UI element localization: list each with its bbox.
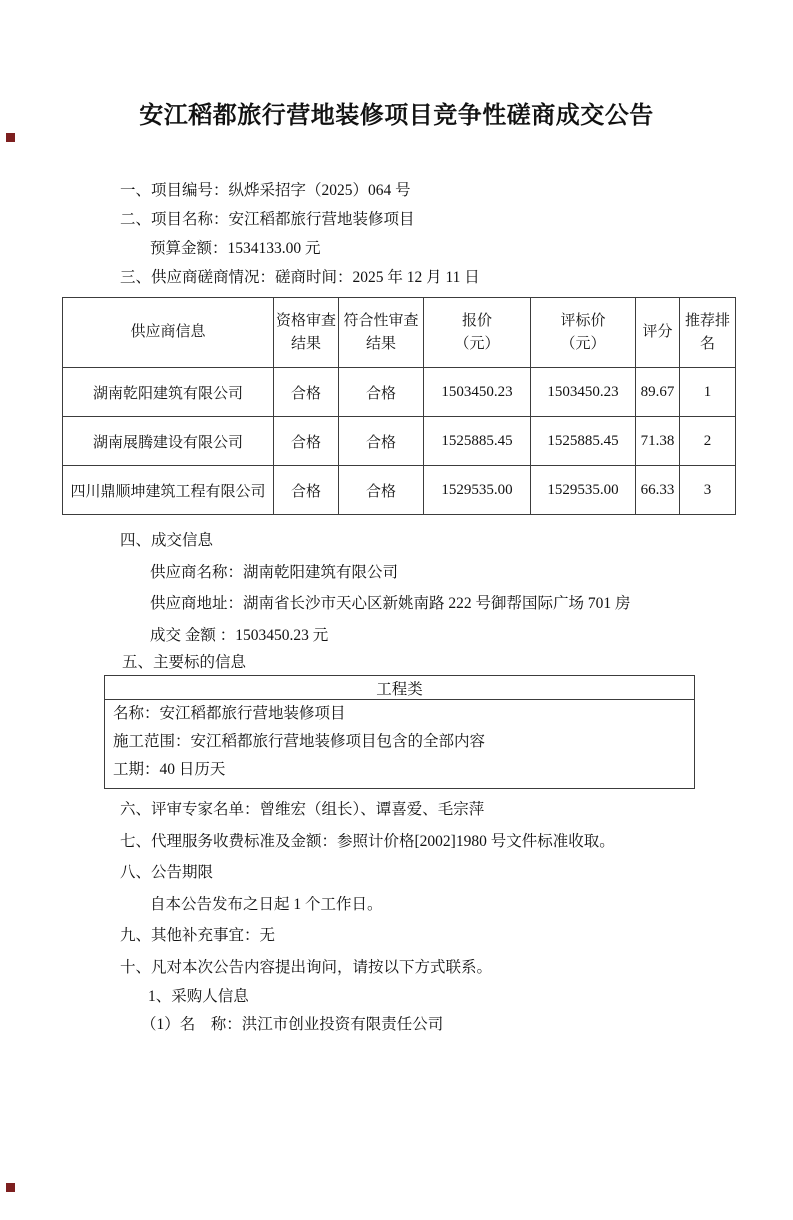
purchaser-info-heading: 1、采购人信息 [148, 988, 249, 1005]
award-supplier-name: 供应商名称：湖南乾阳建筑有限公司 [150, 563, 399, 581]
cell-qualification: 合格 [274, 417, 339, 466]
cell-qualification: 合格 [274, 368, 339, 417]
cell-supplier-name: 四川鼎顺坤建筑工程有限公司 [63, 466, 274, 515]
item-other-matters: 九、其他补充事宜：无 [120, 927, 276, 944]
item-contact-intro: 十、凡对本次公告内容提出询问，请按以下方式联系。 [120, 958, 493, 976]
cell-score: 71.38 [636, 417, 680, 466]
cell-rank: 1 [680, 368, 736, 417]
subject-table [104, 675, 695, 789]
col-header-qualification-review: 资格审查 结果 [274, 298, 339, 368]
cell-evaluated-price: 1503450.23 [531, 368, 636, 417]
cell-evaluated-price: 1529535.00 [531, 466, 636, 515]
award-supplier-address: 供应商地址：湖南省长沙市天心区新姚南路 222 号御帮国际广场 701 房 [150, 595, 631, 612]
subject-name: 名称：安江稻都旅行营地装修项目 [113, 705, 346, 722]
cell-quote: 1529535.00 [424, 466, 531, 515]
purchaser-name: （1）名 称：洪江市创业投资有限责任公司 [141, 1016, 444, 1033]
table-row [63, 466, 736, 515]
cell-quote: 1503450.23 [424, 368, 531, 417]
subject-category-header: 工程类 [105, 676, 695, 700]
col-header-conformity-review: 符合性审查 结果 [339, 298, 424, 368]
cell-evaluated-price: 1525885.45 [531, 417, 636, 466]
cell-conformity: 合格 [339, 417, 424, 466]
cell-qualification: 合格 [274, 466, 339, 515]
col-header-rank: 推荐排 名 [680, 298, 736, 368]
cell-rank: 2 [680, 417, 736, 466]
table-row [63, 368, 736, 417]
cell-quote: 1525885.45 [424, 417, 531, 466]
col-header-supplier-info: 供应商信息 [63, 298, 274, 368]
col-header-evaluated-price: 评标价 （元） [531, 298, 636, 368]
item-announcement-period: 八、公告期限 [120, 864, 214, 881]
cell-score: 66.33 [636, 466, 680, 515]
item-agency-fee: 七、代理服务收费标准及金额：参照计价格[2002]1980 号文件标准收取。 [120, 832, 615, 850]
supplier-table [62, 297, 736, 515]
award-amount: 成交 金额 ：1503450.23 元 [150, 626, 329, 644]
subject-table-body-row [105, 700, 695, 789]
cell-rank: 3 [680, 466, 736, 515]
scan-artifact-mark-bottom [6, 1183, 15, 1192]
subject-scope: 施工范围：安江稻都旅行营地装修项目包含的全部内容 [113, 733, 486, 750]
item-award-info: 四、成交信息 [120, 532, 214, 549]
cell-supplier-name: 湖南乾阳建筑有限公司 [63, 368, 274, 417]
item-negotiation-info: 三、供应商磋商情况：磋商时间：2025 年 12 月 11 日 [120, 269, 480, 286]
item-subject-info: 五、主要标的信息 [122, 654, 247, 671]
cell-score: 89.67 [636, 368, 680, 417]
subject-table-header-row [105, 676, 695, 700]
announcement-period-detail: 自本公告发布之日起 1 个工作日。 [150, 895, 383, 913]
table-row [63, 417, 736, 466]
cell-conformity: 合格 [339, 368, 424, 417]
cell-conformity: 合格 [339, 466, 424, 515]
item-expert-list: 六、评审专家名单：曾维宏（组长）、谭喜爱、毛宗萍 [120, 801, 485, 818]
col-header-score: 评分 [636, 298, 680, 368]
item-project-number: 一、项目编号：纵烨采招字（2025）064 号 [120, 182, 411, 199]
supplier-table-header-row [63, 298, 736, 368]
item-project-name: 二、项目名称：安江稻都旅行营地装修项目 [120, 211, 415, 228]
col-header-quote: 报价 （元） [424, 298, 531, 368]
cell-supplier-name: 湖南展腾建设有限公司 [63, 417, 274, 466]
page-title: 安江稻都旅行营地装修项目竞争性磋商成交公告 [139, 103, 654, 129]
subject-duration: 工期：40 日历天 [113, 761, 226, 778]
item-budget-amount: 预算金额：1534133.00 元 [150, 240, 321, 257]
scan-artifact-mark-top [6, 133, 15, 142]
